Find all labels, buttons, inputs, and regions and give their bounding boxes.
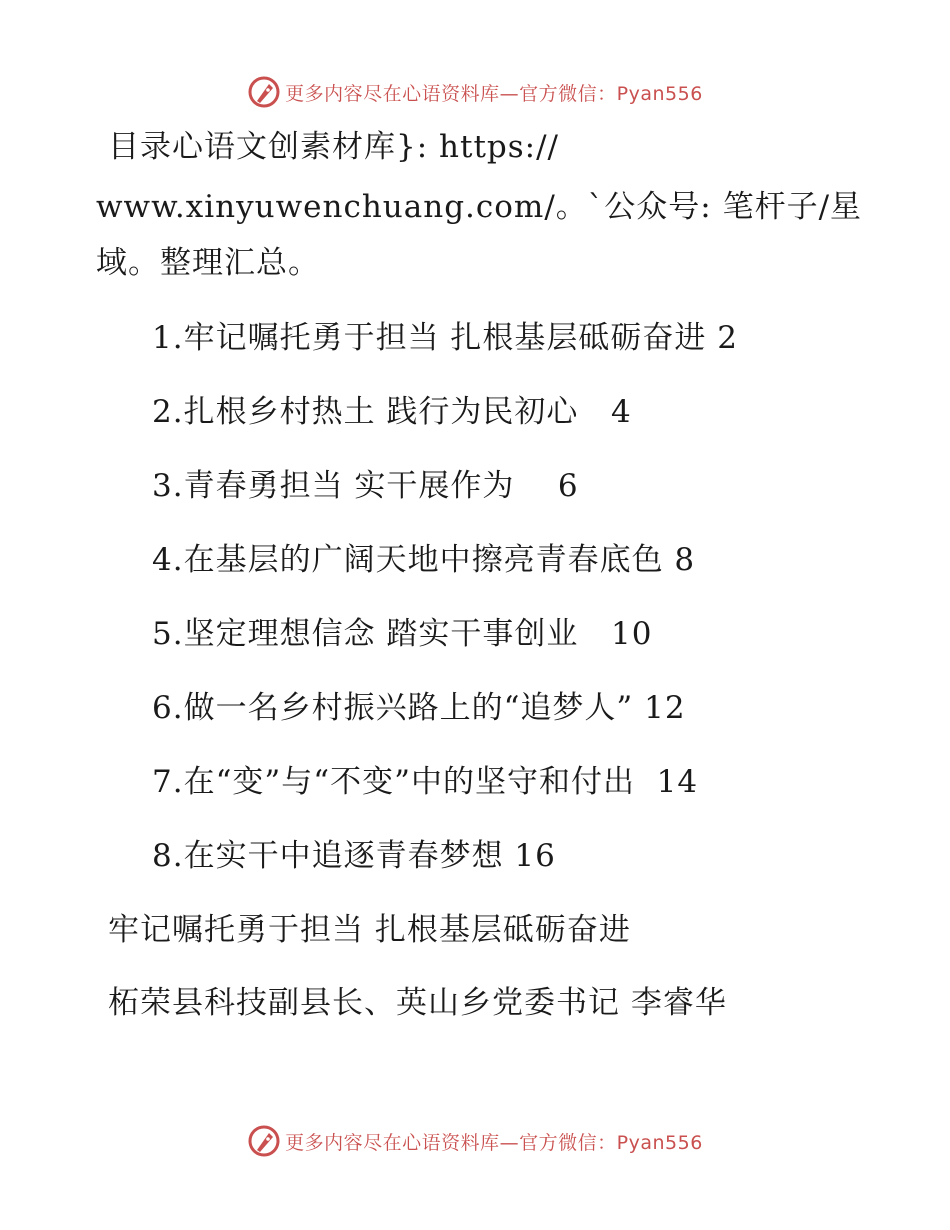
toc-item: 8.在实干中追逐青春梦想 16 (152, 838, 556, 874)
pen-nib-logo-icon (247, 1124, 281, 1158)
pen-nib-logo-icon (247, 75, 281, 109)
toc-item: 4.在基层的广阔天地中擦亮青春底色 8 (152, 542, 696, 578)
toc-item: 1.牢记嘱托勇于担当 扎根基层砥砺奋进 2 (152, 320, 739, 356)
intro-line-2: www.xinyuwenchuang.com/。`公众号: 笔杆子/星 (96, 189, 863, 225)
toc-item: 2.扎根乡村热土 践行为民初心 4 (152, 394, 632, 430)
intro-line-3: 域。整理汇总。 (96, 245, 320, 281)
article-author: 柘荣县科技副县长、英山乡党委书记 李睿华 (108, 985, 727, 1021)
toc-item: 3.青春勇担当 实干展作为 6 (152, 468, 579, 504)
footer-watermark (0, 1121, 950, 1161)
toc-item: 6.做一名乡村振兴路上的“追梦人” 12 (152, 690, 686, 726)
watermark-text: 更多内容尽在心语资料库—官方微信：Pyan556 (285, 82, 703, 105)
article-title: 牢记嘱托勇于担当 扎根基层砥砺奋进 (108, 912, 631, 948)
toc-item: 7.在“变”与“不变”中的坚守和付出 14 (152, 764, 699, 800)
table-of-contents (152, 318, 738, 910)
watermark-text: 更多内容尽在心语资料库—官方微信：Pyan556 (285, 1131, 703, 1154)
toc-item: 5.坚定理想信念 踏实干事创业 10 (152, 616, 653, 652)
header-watermark (0, 72, 950, 112)
intro-line-1: 目录心语文创素材库}: https:// (108, 129, 559, 165)
